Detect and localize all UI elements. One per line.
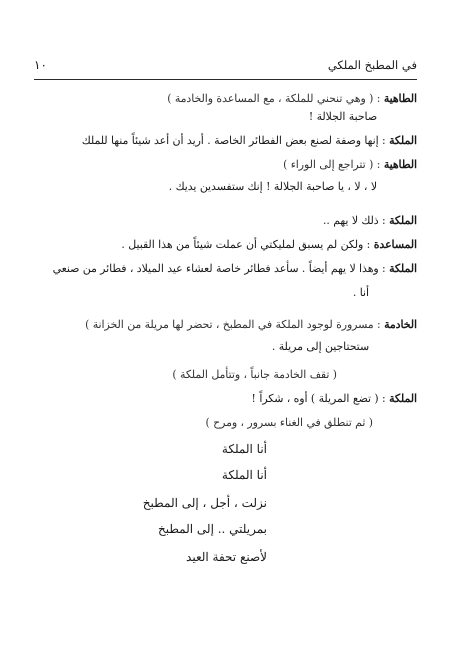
line-text: : وهذا لا يهم أيضاً . سأعد فطائر خاصة لعشاء عيد الميلاد ، فطائر من صنعي [52,262,386,275]
dialogue-line [27,134,417,148]
dialogue-line [27,214,417,228]
speaker-label: الخادمة [384,318,417,331]
dialogue-line [27,392,417,406]
running-header [34,58,417,76]
line-text: ( ثم تنطلق في الغناء بسرور ، ومرح ) [205,416,373,429]
line-text: : ( تضع المريلة ) أوه ، شكراً ! [251,392,386,405]
line-text: : ( وهي تنحني للملكة ، مع المساعدة والخادمة ) [167,92,381,105]
line-text: صاحبة الجلالة ! [308,110,377,123]
line-text: لأصنع تحفة العيد [186,550,267,564]
line-text: بمريلتي .. إلى المطبخ [157,522,267,536]
header-title: في المطبخ الملكي [327,58,417,72]
line-text: أنا الملكة [221,442,267,456]
speaker-label: الملكة [389,392,417,405]
line-text: : ولكن لم يسبق لمليكتي أن عملت شيئاً من هذا القبيل . [121,238,371,251]
dialogue-line [27,262,417,276]
song-line [27,522,267,536]
dialogue-line [27,238,417,252]
line-text: نزلت ، أجل ، إلى المطبخ [142,496,267,510]
speaker-label: الملكة [389,262,417,275]
line-text: : ذلك لا يهم .. [322,214,386,227]
dialogue-line [27,180,377,194]
line-text: ( تقف الخادمة جانباً ، وتتأمل الملكة ) [172,368,337,381]
line-text: أنا . [352,286,369,299]
song-line [27,496,267,510]
song-line [27,442,267,456]
page-number: ١٠ [34,58,47,72]
stage-direction [27,368,337,382]
line-text: لا ، لا ، يا صاحبة الجلالة ! إنك ستفسدين يديك . [168,180,377,193]
song-line [27,468,267,482]
dialogue-line [27,318,417,332]
dialogue-line [27,158,417,172]
speaker-label: الطاهية [383,158,417,171]
header-rule [34,79,417,80]
dialogue-line [27,92,417,106]
line-text: : إنها وصفة لصنع بعض الفطائر الخاصة . أريد أن أعد شيئاً منها للملك [81,134,386,147]
speaker-label: الملكة [389,214,417,227]
dialogue-line [27,110,377,124]
speaker-label: المساعدة [373,238,417,251]
stage-direction [27,416,373,430]
line-text: : مسرورة لوجود الملكة في المطبخ ، تحضر لها مريلة من الخزانة ) [85,318,381,331]
dialogue-line [27,286,369,300]
song-line [27,550,267,564]
line-text: أنا الملكة [221,468,267,482]
line-text: : ( تتراجع إلى الوراء ) [283,158,381,171]
speaker-label: الملكة [389,134,417,147]
line-text: ستحتاجين إلى مريلة . [271,340,369,353]
dialogue-line [27,340,369,354]
speaker-label: الطاهية [383,92,417,105]
